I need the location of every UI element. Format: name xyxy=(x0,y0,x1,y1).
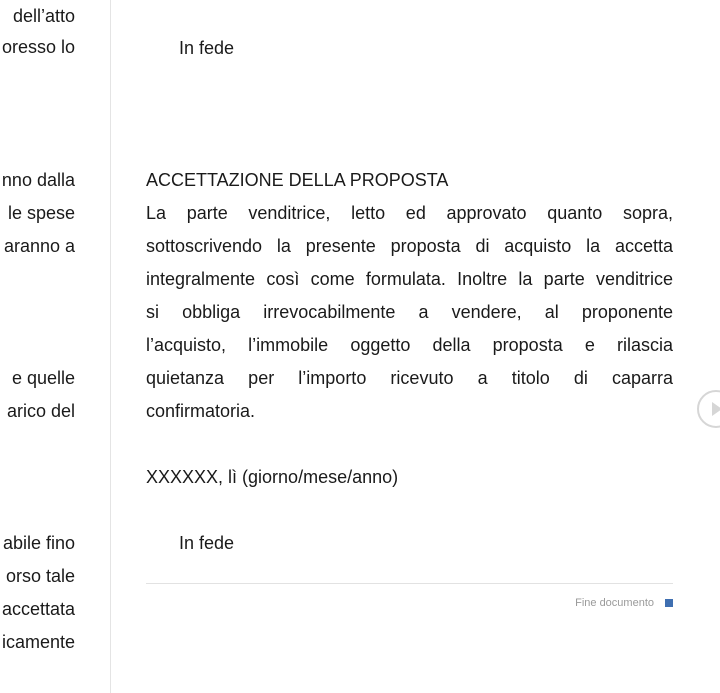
place-date-line: XXXXXX, lì (giorno/mese/anno) xyxy=(146,467,399,487)
signature-closing: In fede xyxy=(179,533,235,553)
section-heading: ACCETTAZIONE DELLA PROPOSTA xyxy=(146,170,449,190)
end-of-document-marker xyxy=(665,599,673,607)
signature-closing: In fede xyxy=(179,38,235,58)
left-text-fragment: aranno a xyxy=(3,236,75,256)
left-text-fragment: arico del xyxy=(6,401,75,421)
play-arrow-icon xyxy=(707,400,720,418)
paragraph-line: confirmatoria. xyxy=(146,401,256,421)
left-text-fragment: nno dalla xyxy=(1,170,75,190)
left-text-fragment: le spese xyxy=(7,203,75,223)
end-divider xyxy=(146,583,673,584)
paragraph-line: La parte venditrice, letto ed approvato quanto sopra, xyxy=(146,203,673,223)
left-text-fragment: orso tale xyxy=(5,566,75,586)
previous-page-column xyxy=(0,0,111,693)
left-text-fragment: e quelle xyxy=(11,368,75,388)
left-text-fragment: oresso lo xyxy=(1,37,75,57)
next-page-button[interactable] xyxy=(697,390,720,428)
paragraph-line: quietanza per l’importo ricevuto a titolo di caparra xyxy=(146,368,673,388)
left-text-fragment: accettata xyxy=(1,599,75,619)
left-text-fragment: abile fino xyxy=(2,533,75,553)
end-of-document-label: Fine documento xyxy=(575,597,654,609)
left-text-fragment: dell’atto xyxy=(12,6,75,26)
left-text-fragment: icamente xyxy=(1,632,75,652)
paragraph-line: l’acquisto, l’immobile oggetto della proposta e rilascia xyxy=(146,335,673,355)
paragraph-line: si obbliga irrevocabilmente a vendere, al proponente xyxy=(146,302,673,322)
paragraph-line: integralmente così come formulata. Inoltre la parte venditrice xyxy=(146,269,673,289)
paragraph-line: sottoscrivendo la presente proposta di acquisto la accetta xyxy=(146,236,673,256)
